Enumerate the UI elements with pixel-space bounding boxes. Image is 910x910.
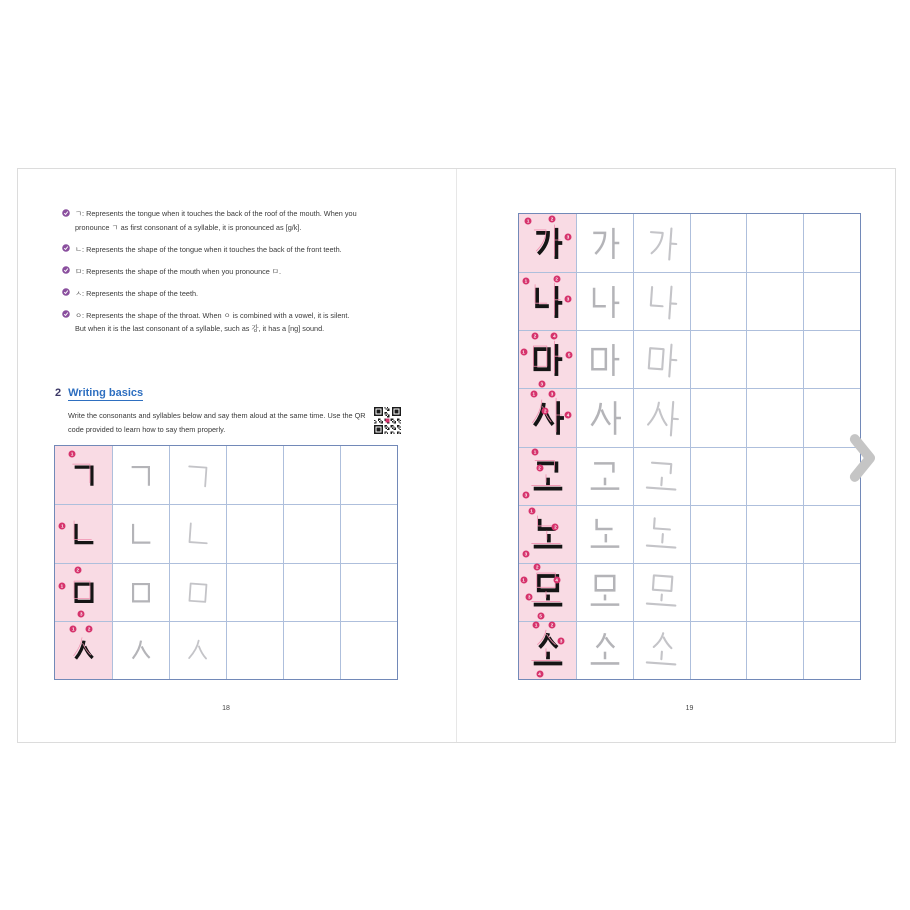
empty-practice-cell (226, 504, 283, 562)
trace-character-cell (633, 447, 690, 505)
empty-practice-cell (746, 330, 803, 388)
page-right (457, 169, 897, 742)
trace-character-cell (576, 621, 633, 679)
stroke-order-dot: 1 (530, 390, 537, 397)
consonant-note-text: ㅁ: Represents the shape of the mouth when you pronounce ㅁ. (75, 266, 281, 276)
empty-practice-cell (746, 214, 803, 272)
next-page-button[interactable] (840, 428, 884, 488)
trace-character-cell (169, 504, 226, 562)
stroke-order-dot: 1 (525, 217, 532, 224)
hangul-glyph (639, 570, 684, 615)
check-circle-icon (62, 310, 70, 318)
empty-practice-cell (690, 447, 747, 505)
stroke-guide-line (64, 571, 100, 607)
empty-practice-cell (746, 621, 803, 679)
trace-character-cell (112, 504, 169, 562)
model-character-cell (55, 446, 112, 504)
hangul-glyph (584, 397, 626, 439)
empty-practice-cell (283, 621, 340, 679)
trace-character-cell (633, 563, 690, 621)
stroke-order-dot: 3 (522, 550, 529, 557)
consonant-note (62, 243, 362, 257)
empty-practice-cell (283, 504, 340, 562)
stroke-order-dot: 2 (74, 567, 81, 574)
trace-character-cell (633, 621, 690, 679)
check-circle-icon (62, 266, 70, 274)
trace-character-cell (169, 621, 226, 679)
stroke-guide-line (525, 219, 567, 261)
trace-character-cell (633, 330, 690, 388)
trace-character-cell (576, 563, 633, 621)
hangul-glyph (584, 571, 626, 613)
stroke-order-dot: 3 (78, 610, 85, 617)
stroke-guide-line (525, 510, 567, 552)
page-number-right: 19 (685, 705, 694, 712)
section-heading (55, 387, 143, 401)
stroke-order-dot: 4 (553, 576, 560, 583)
hangul-glyph (584, 281, 626, 323)
stroke-order-dot: 2 (542, 408, 549, 415)
stroke-order-dot: 2 (531, 332, 538, 339)
stroke-order-dot: 5 (537, 613, 544, 620)
trace-character-cell (633, 505, 690, 563)
stroke-order-dot: 1 (531, 449, 538, 456)
stroke-guide-line (525, 278, 567, 320)
consonant-note-text: ㅅ: Represents the shape of the teeth. (75, 288, 199, 298)
model-character-cell (519, 214, 576, 272)
model-character-cell (519, 621, 576, 679)
trace-character-cell (112, 446, 169, 504)
hangul-glyph (584, 629, 626, 671)
model-character-cell (55, 621, 112, 679)
trace-character-cell (633, 388, 690, 446)
empty-practice-cell (746, 272, 803, 330)
model-character-cell (519, 272, 576, 330)
empty-practice-cell (746, 563, 803, 621)
hangul-glyph (639, 454, 684, 499)
empty-practice-cell (340, 446, 397, 504)
check-circle-icon (62, 288, 70, 296)
trace-character-cell (576, 330, 633, 388)
stroke-order-dot: 3 (549, 390, 556, 397)
stroke-order-dot: 1 (522, 278, 529, 285)
empty-practice-cell (746, 388, 803, 446)
consonant-note-text: ㅇ: Represents the shape of the throat. When ㅇ is combined with a vowel, it is silent. But when it is the last consonant of a syllable, such as 강, it has a [ng] sound. (75, 310, 350, 333)
empty-practice-cell (340, 563, 397, 621)
stroke-order-dot: 2 (552, 524, 559, 531)
hangul-glyph (179, 573, 217, 611)
empty-practice-cell (690, 388, 747, 446)
section-number: 2 (55, 387, 62, 399)
hangul-glyph (179, 456, 217, 494)
consonant-note (62, 287, 362, 301)
stroke-guide-line (525, 394, 567, 436)
hangul-glyph (639, 512, 684, 557)
stroke-order-dot: 2 (536, 465, 543, 472)
trace-character-cell (633, 272, 690, 330)
hangul-glyph (123, 457, 159, 493)
empty-practice-cell (283, 563, 340, 621)
empty-practice-cell (226, 446, 283, 504)
empty-practice-cell (803, 505, 860, 563)
consonant-notes-list (62, 207, 362, 344)
stroke-order-dot: 2 (534, 564, 541, 571)
empty-practice-cell (690, 563, 747, 621)
trace-character-cell (633, 214, 690, 272)
stroke-order-dot: 3 (558, 638, 565, 645)
stroke-guide-line (525, 336, 567, 378)
hangul-glyph (639, 337, 684, 382)
stroke-order-dot: 2 (553, 275, 560, 282)
stroke-order-dot: 3 (565, 296, 572, 303)
empty-practice-cell (803, 272, 860, 330)
section-title: Writing basics (68, 387, 144, 399)
hangul-glyph (123, 516, 159, 552)
hangul-glyph (179, 515, 217, 553)
chevron-right-icon (844, 431, 880, 485)
stroke-order-dot: 4 (536, 671, 543, 678)
stroke-order-dot: 3 (526, 593, 533, 600)
trace-character-cell (112, 621, 169, 679)
stroke-order-dot: 4 (551, 332, 558, 339)
trace-character-cell (576, 447, 633, 505)
stroke-guide-line (64, 629, 100, 665)
stroke-order-dot: 3 (522, 492, 529, 499)
hangul-glyph (639, 221, 684, 266)
stroke-order-dot: 3 (565, 234, 572, 241)
hangul-glyph (639, 396, 684, 441)
stroke-guide-line (525, 452, 567, 494)
stroke-order-dot: 1 (533, 622, 540, 629)
stroke-order-dot: 1 (59, 522, 66, 529)
model-character-cell (519, 330, 576, 388)
trace-character-cell (169, 563, 226, 621)
empty-practice-cell (226, 563, 283, 621)
hangul-glyph (584, 513, 626, 555)
stroke-order-dot: 1 (520, 576, 527, 583)
stroke-guide-line (64, 513, 100, 549)
stroke-order-dot: 2 (86, 625, 93, 632)
model-character-cell (55, 504, 112, 562)
empty-practice-cell (690, 272, 747, 330)
practice-grid-syllables (518, 213, 861, 680)
stroke-guide-line (525, 568, 567, 610)
empty-practice-cell (690, 330, 747, 388)
hangul-glyph (584, 339, 626, 381)
hangul-glyph (179, 631, 217, 669)
model-character-cell (519, 447, 576, 505)
model-character-cell (519, 505, 576, 563)
stroke-guide-line (64, 454, 100, 490)
trace-character-cell (576, 214, 633, 272)
stroke-order-dot: 1 (528, 508, 535, 515)
empty-practice-cell (283, 446, 340, 504)
empty-practice-cell (340, 504, 397, 562)
empty-practice-cell (690, 214, 747, 272)
empty-practice-cell (803, 214, 860, 272)
empty-practice-cell (690, 505, 747, 563)
stroke-order-dot: 2 (549, 215, 556, 222)
trace-character-cell (576, 272, 633, 330)
consonant-note (62, 265, 362, 279)
empty-practice-cell (803, 563, 860, 621)
empty-practice-cell (803, 621, 860, 679)
qr-code-icon (374, 407, 401, 434)
stroke-guide-line (525, 626, 567, 668)
stroke-order-dot: 4 (565, 411, 572, 418)
page-number-left: 18 (222, 705, 230, 712)
check-circle-icon (62, 244, 70, 252)
empty-practice-cell (340, 621, 397, 679)
instructions-text: Write the consonants and syllables below and say them aloud at the same time. Use the QR code provided to learn how to say them properly. (68, 411, 366, 434)
hangul-glyph (584, 222, 626, 264)
hangul-glyph (123, 574, 159, 610)
practice-grid-consonants (54, 445, 398, 680)
stroke-order-dot: 1 (70, 625, 77, 632)
consonant-note (62, 207, 362, 234)
stroke-order-dot: 1 (520, 348, 527, 355)
empty-practice-cell (746, 505, 803, 563)
model-character-cell (55, 563, 112, 621)
empty-practice-cell (690, 621, 747, 679)
check-circle-icon (62, 209, 70, 217)
consonant-note-text: ㄴ: Represents the shape of the tongue when it touches the back of the front teeth. (75, 244, 342, 254)
stroke-order-dot: 2 (549, 622, 556, 629)
empty-practice-cell (746, 447, 803, 505)
trace-character-cell (112, 563, 169, 621)
model-character-cell (519, 388, 576, 446)
stroke-order-dot: 1 (58, 583, 65, 590)
trace-character-cell (576, 388, 633, 446)
model-character-cell (519, 563, 576, 621)
empty-practice-cell (226, 621, 283, 679)
hangul-glyph (584, 455, 626, 497)
page-left (18, 169, 456, 742)
hangul-glyph (639, 628, 684, 673)
trace-character-cell (169, 446, 226, 504)
hangul-glyph (123, 632, 159, 668)
trace-character-cell (576, 505, 633, 563)
consonant-note (62, 309, 362, 336)
hangul-glyph (639, 279, 684, 324)
empty-practice-cell (803, 330, 860, 388)
stroke-order-dot: 3 (538, 380, 545, 387)
stroke-order-dot: 5 (566, 352, 573, 359)
book-spread (17, 168, 896, 743)
stroke-order-dot: 1 (69, 451, 76, 458)
consonant-note-text: ㄱ: Represents the tongue when it touches the back of the roof of the mouth. When you pronounce ㄱ as first consonant of a syllable, it is pronounced as [g/k]. (75, 209, 357, 232)
